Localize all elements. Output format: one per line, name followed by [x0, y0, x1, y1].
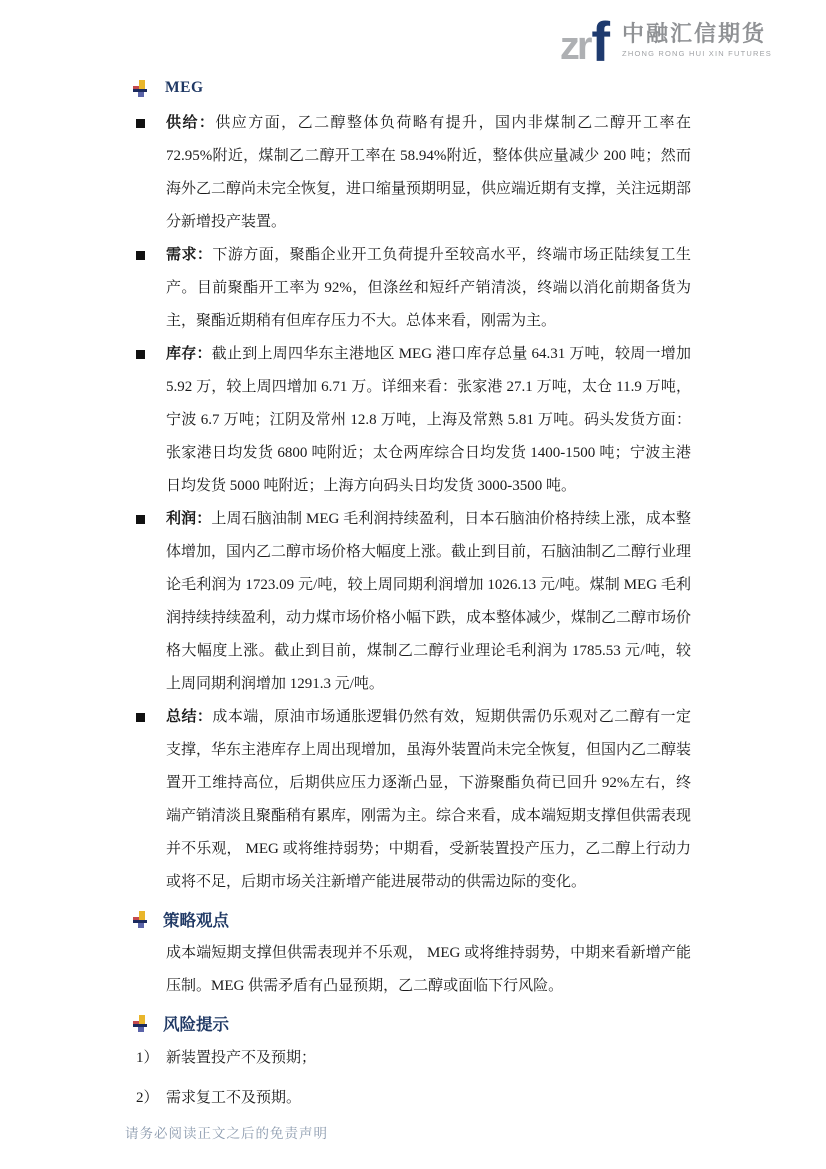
supply-paragraph: [166, 107, 691, 239]
supply-bullet-item: [136, 107, 691, 239]
logo-zr-letters: zr: [559, 23, 590, 68]
demand-paragraph: [166, 239, 691, 338]
demand-label: 需求：: [166, 247, 213, 263]
square-bullet-icon: [136, 119, 145, 128]
inventory-text: 截止到上周四华东主港地区 MEG 港口库存总量 64.31 万吨，较周一增加 5.92 万，较上周四增加 6.71 万。详细来看：张家港 27.1 万吨，太仓 11.9 万吨，宁波 6.7 万吨；江阴及常州 12.8 万吨，上海及常熟 5.81 万吨。码头发货方面：张家港日均发货 6800 吨附近；太仓两库综合日均发货 1400-1500 吨；宁波主港日均发货 5000 吨附近；上海方向码头日均发货 3000-3500 吨。: [166, 346, 691, 494]
risk-item-2: [136, 1082, 691, 1115]
demand-text: 下游方面，聚酯企业开工负荷提升至较高水平，终端市场正陆续复工生产。目前聚酯开工率为 92%，但涤丝和短纤产销清淡，终端以消化前期备货为主，聚酯近期稍有但库存压力不大。总体来看，刚需为主。: [166, 247, 691, 329]
strategy-section-heading: [133, 907, 691, 931]
profit-label: 利润：: [166, 511, 212, 527]
strategy-paragraph: 成本端短期支撑但供需表现并不乐观， MEG 或将维持弱势，中期来看新增产能压制。MEG 供需矛盾有凸显预期，乙二醇或面临下行风险。: [166, 945, 691, 994]
logo-company-name: 中融汇信期货: [622, 20, 767, 46]
logo-company-name-en: ZHONG RONG HUI XIN FUTURES: [622, 48, 772, 58]
supply-label: 供给：: [166, 115, 216, 131]
inventory-paragraph: [166, 338, 691, 503]
risk-item-number: 1）: [136, 1050, 159, 1066]
supply-text: 供应方面，乙二醇整体负荷略有提升，国内非煤制乙二醇开工率在 72.95%附近，煤制乙二醇开工率在 58.94%附近，整体供应量减少 200 吨；然而海外乙二醇尚未完全恢复，进口缩量预期明显，供应端近期有支撑，关注远期部分新增投产装置。: [166, 115, 692, 230]
footer-disclaimer: 请务必阅读正文之后的免责声明: [125, 1126, 328, 1141]
strategy-title: 策略观点: [163, 911, 229, 930]
risk-section-heading: [133, 1011, 691, 1035]
square-bullet-icon: [136, 350, 145, 359]
inventory-label: 库存：: [166, 346, 212, 362]
risk-item-number: 2）: [136, 1090, 159, 1106]
meg-section-heading: [133, 79, 691, 97]
risk-title: 风险提示: [163, 1015, 229, 1034]
square-bullet-icon: [136, 515, 145, 524]
zrf-logo-icon: [559, 9, 611, 73]
zrf-bullet-icon: [133, 80, 147, 97]
logo-wordmark: [622, 20, 772, 58]
risk-item-1: [136, 1042, 691, 1075]
risk-item-text: 需求复工不及预期。: [166, 1090, 302, 1106]
summary-text: 成本端，原油市场通胀逻辑仍然有效，短期供需仍乐观对乙二醇有一定支撑，华东主港库存上周出现增加，虽海外装置尚未完全恢复，但国内乙二醇装置开工维持高位，后期供应压力逐渐凸显，下游聚酯负荷已回升 92%左右，终端产销清淡且聚酯稍有累库，刚需为主。综合来看，成本端短期支撑但供需表现并不乐观， MEG 或将维持弱势；中期看，受新装置投产压力，乙二醇上行动力或将不足，后期市场关注新增产能进展带动的供需边际的变化。: [166, 709, 692, 890]
zrf-bullet-icon: [133, 911, 147, 928]
square-bullet-icon: [136, 251, 145, 260]
report-body: [136, 79, 691, 1115]
profit-bullet-item: [136, 503, 691, 701]
square-bullet-icon: [136, 713, 145, 722]
summary-bullet-item: [136, 701, 691, 899]
logo-f-letter: f: [591, 9, 611, 73]
meg-title: MEG: [165, 79, 204, 96]
risk-item-text: 新装置投产不及预期；: [166, 1050, 317, 1066]
company-logo: [559, 9, 772, 73]
demand-bullet-item: [136, 239, 691, 338]
profit-text: 上周石脑油制 MEG 毛利润持续盈利，日本石脑油价格持续上涨，成本整体增加，国内乙二醇市场价格大幅度上涨。截止到目前，石脑油制乙二醇行业理论毛利润为 1723.09 元/吨，较上周同期利润增加 1026.13 元/吨。煤制 MEG 毛利润持续持续盈利，动力煤市场价格小幅下跌，成本整体减少，煤制乙二醇市场价格大幅度上涨。截止到目前，煤制乙二醇行业理论毛利润为 1785.53 元/吨，较上周同期利润增加 1291.3 元/吨。: [166, 511, 692, 692]
summary-label: 总结：: [166, 709, 213, 725]
summary-paragraph: [166, 701, 691, 899]
profit-paragraph: [166, 503, 691, 701]
inventory-bullet-item: [136, 338, 691, 503]
zrf-bullet-icon: [133, 1015, 147, 1032]
